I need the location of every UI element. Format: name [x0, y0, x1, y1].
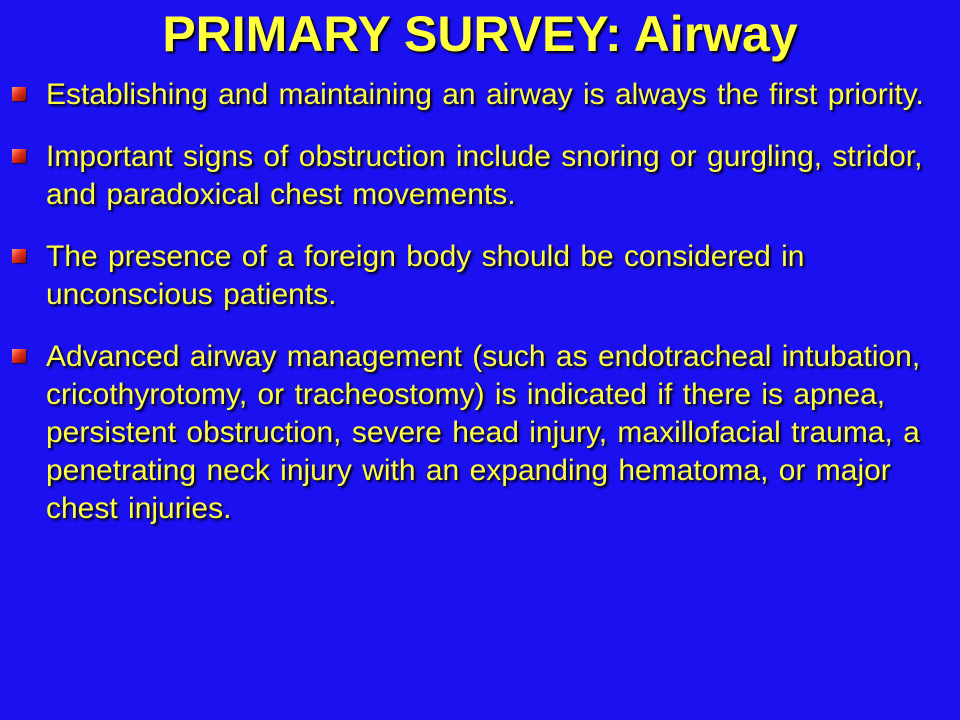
- bullet-text: Important signs of obstruction include snoring or gurgling, stridor, and paradoxical chest movements.: [46, 140, 923, 211]
- bullet-text: Establishing and maintaining an airway is always the first priority.: [46, 78, 924, 111]
- square-bullet-icon: [12, 87, 26, 101]
- slide-title: PRIMARY SURVEY: Airway: [162, 6, 798, 62]
- square-bullet-icon: [12, 249, 26, 263]
- square-bullet-icon: [12, 149, 26, 163]
- bullet-item: [10, 76, 950, 114]
- bullet-item: [10, 338, 950, 528]
- bullet-item: [10, 138, 950, 214]
- bullet-text: Advanced airway management (such as endotracheal intubation, cricothyrotomy, or tracheostomy) is indicated if there is apnea, persistent obstruction, severe head injury, maxillofacial trauma, a penetrating neck injury with an expanding hematoma, or major chest injuries.: [46, 340, 921, 525]
- bullet-item: [10, 238, 950, 314]
- bullet-text: The presence of a foreign body should be considered in unconscious patients.: [46, 240, 805, 311]
- bullet-list: [10, 76, 950, 552]
- square-bullet-icon: [12, 349, 26, 363]
